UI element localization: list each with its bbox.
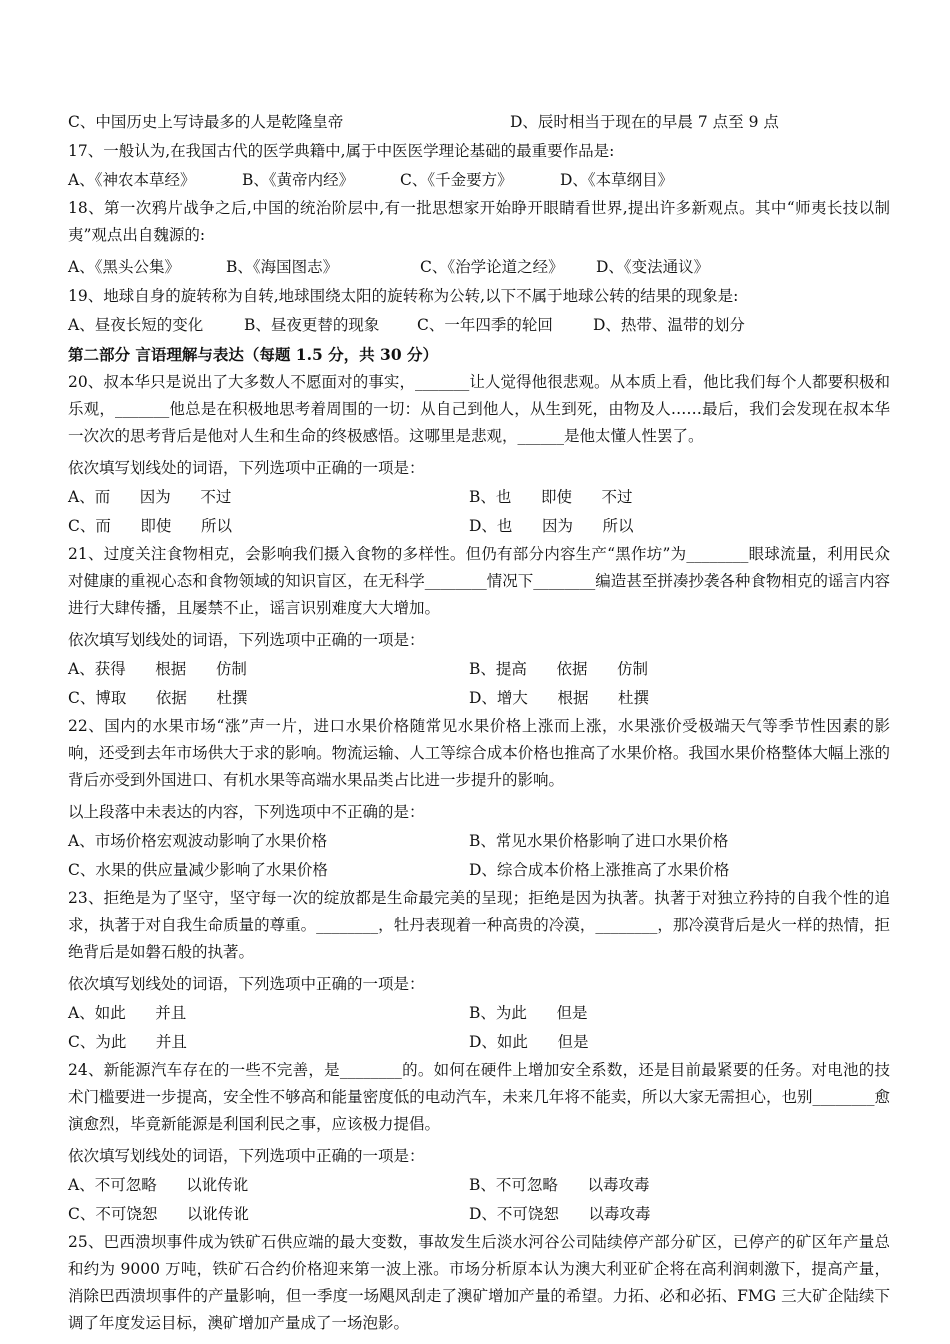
q20-stem: 20、叔本华只是说出了大多数人不愿面对的事实，_______让人觉得他很悲观。从本质上看，他比我们每个人都要积极和乐观，_______他总是在积极地思考着周围的一切：从自己到他人，从生到死，由物及人……最后，我们会发现在叔本华一次次的思考背后是他对人生和生命的终极感悟。这哪里是悲观，______是他太懂人性罢了。 [68,373,890,445]
q25-stem: 25、巴西溃坝事件成为铁矿石供应端的最大变数，事故发生后淡水河谷公司陆续停产部分矿区，已停产的矿区年产量总和约为 9000 万吨，铁矿石合约价格迎来第一波上涨。市场分析原本认为澳大利亚矿企将在高利润刺激下，提高产量，消除巴西溃坝事件的产量影响，但一季度一场飓风刮走了澳矿增加产量的希望。力拓、必和必拓、FMG 三大矿企陆续下调了年度发运目标，澳矿增加产量成了一场泡影。 [68,1233,890,1332]
option-d: D、热带、温带的划分 [593,316,745,334]
section-heading: 第二部分 言语理解与表达（每题 1.5 分，共 30 分） [68,345,439,364]
option-b: B、《黄帝内经》 [242,171,355,189]
option-a: A、《神农本草经》 [68,171,196,189]
option-a: A、获得 根据 仿制 [68,660,247,678]
q22-options-row2 [68,856,890,885]
q22-stem: 22、国内的水果市场“涨”声一片，进口水果价格随常见水果价格上涨而上涨，水果涨价受极端天气等季节性因素的影响，还受到去年市场供大于求的影响。物流运输、人工等综合成本价格也推高了水果价格。我国水果价格整体大幅上涨的背后亦受到外国进口、有机水果等高端水果品类占比进一步提升的影响。 [68,717,890,789]
option-d: D、不可饶恕 以毒攻毒 [469,1205,651,1223]
option-c: C、而 即使 所以 [68,517,232,535]
option-b: B、《海国图志》 [226,258,339,276]
q24-prompt: 依次填写划线处的词语，下列选项中正确的一项是： [68,1147,425,1165]
option-a: A、市场价格宏观波动影响了水果价格 [68,832,328,850]
q21-options-row2 [68,684,890,713]
option-a: A、不可忽略 以讹传讹 [68,1176,249,1194]
q23-prompt: 依次填写划线处的词语，下列选项中正确的一项是： [68,975,425,993]
q19-options [68,311,890,340]
option-c: C、为此 并且 [68,1033,187,1051]
q21-options-row1 [68,655,890,684]
option-b: B、常见水果价格影响了进口水果价格 [469,832,729,850]
q24-options-row2 [68,1200,890,1229]
option-c: C、水果的供应量减少影响了水果价格 [68,861,328,879]
option-b: B、不可忽略 以毒攻毒 [469,1176,650,1194]
option-d: D、也 因为 所以 [469,517,634,535]
q17-stem: 17、一般认为,在我国古代的医学典籍中,属于中医医学理论基础的最重要作品是: [68,142,615,160]
option-a: A、《黑头公集》 [68,258,180,276]
q18-stem: 18、第一次鸦片战争之后,中国的统治阶层中,有一批思想家开始睁开眼睛看世界,提出许多新观点。其中“师夷长技以制夷”观点出自魏源的: [68,199,890,244]
option-c: C、不可饶恕 以讹传讹 [68,1205,249,1223]
q20-options-row1 [68,483,890,512]
option-a: A、而 因为 不过 [68,488,232,506]
option-a: A、如此 并且 [68,1004,187,1022]
option-b: B、也 即使 不过 [469,488,633,506]
option-d: D、《变法通议》 [596,258,710,276]
q23-options-row1 [68,999,890,1028]
q21-stem: 21、过度关注食物相克，会影响我们摄入食物的多样性。但仍有部分内容生产“黑作坊”为________眼球流量，利用民众对健康的重视心态和食物领域的知识盲区，在无科学________情况下________编造甚至拼凑抄袭各种食物相克的谣言内容进行大肆传播，且屡禁不止，谣言识别难度大大增加。 [68,545,890,617]
option-d: D、辰时相当于现在的早晨 7 点至 9 点 [510,113,779,131]
option-c: C、一年四季的轮回 [417,316,553,334]
q20-prompt: 依次填写划线处的词语，下列选项中正确的一项是： [68,459,425,477]
option-b: B、为此 但是 [469,1004,588,1022]
q23-options-row2 [68,1028,890,1057]
exam-page [68,108,890,1341]
option-c: C、《治学论道之经》 [420,258,564,276]
q19-stem: 19、地球自身的旋转称为自转,地球围绕太阳的旋转称为公转,以下不属于地球公转的结果的现象是: [68,287,739,305]
option-c: C、《千金要方》 [400,171,513,189]
option-b: B、昼夜更替的现象 [244,316,380,334]
option-c: C、博取 依据 杜撰 [68,689,248,707]
q18-options [68,253,890,282]
option-a: A、昼夜长短的变化 [68,316,204,334]
q21-prompt: 依次填写划线处的词语，下列选项中正确的一项是： [68,631,425,649]
q24-stem: 24、新能源汽车存在的一些不完善，是________的。如何在硬件上增加安全系数，还是目前最紧要的任务。对电池的技术门槛要进一步提高，安全性不够高和能量密度低的电动汽车，未来几年将不能卖，所以大家无需担心，也别________愈演愈烈，毕竟新能源是利国利民之事，应该极力提倡。 [68,1061,890,1133]
q22-options-row1 [68,827,890,856]
option-d: D、综合成本价格上涨推高了水果价格 [469,861,730,879]
q24-options-row1 [68,1171,890,1200]
q23-stem: 23、拒绝是为了坚守，坚守每一次的绽放都是生命最完美的呈现；拒绝是因为执著。执著于对独立矜持的自我个性的追求，执著于对自我生命质量的尊重。________，牡丹表现着一种高贵的冷漠，________，那冷漠背后是火一样的热情，拒绝背后是如磐石般的执著。 [68,889,890,961]
option-d: D、《本草纲目》 [560,171,674,189]
q22-prompt: 以上段落中未表达的内容，下列选项中不正确的是： [68,803,425,821]
option-b: B、提高 依据 仿制 [469,660,649,678]
option-d: D、如此 但是 [469,1033,589,1051]
q20-options-row2 [68,512,890,541]
q17-options [68,166,890,195]
option-d: D、增大 根据 杜撰 [469,689,650,707]
q16-options [68,108,890,137]
option-c: C、中国历史上写诗最多的人是乾隆皇帝 [68,113,344,131]
